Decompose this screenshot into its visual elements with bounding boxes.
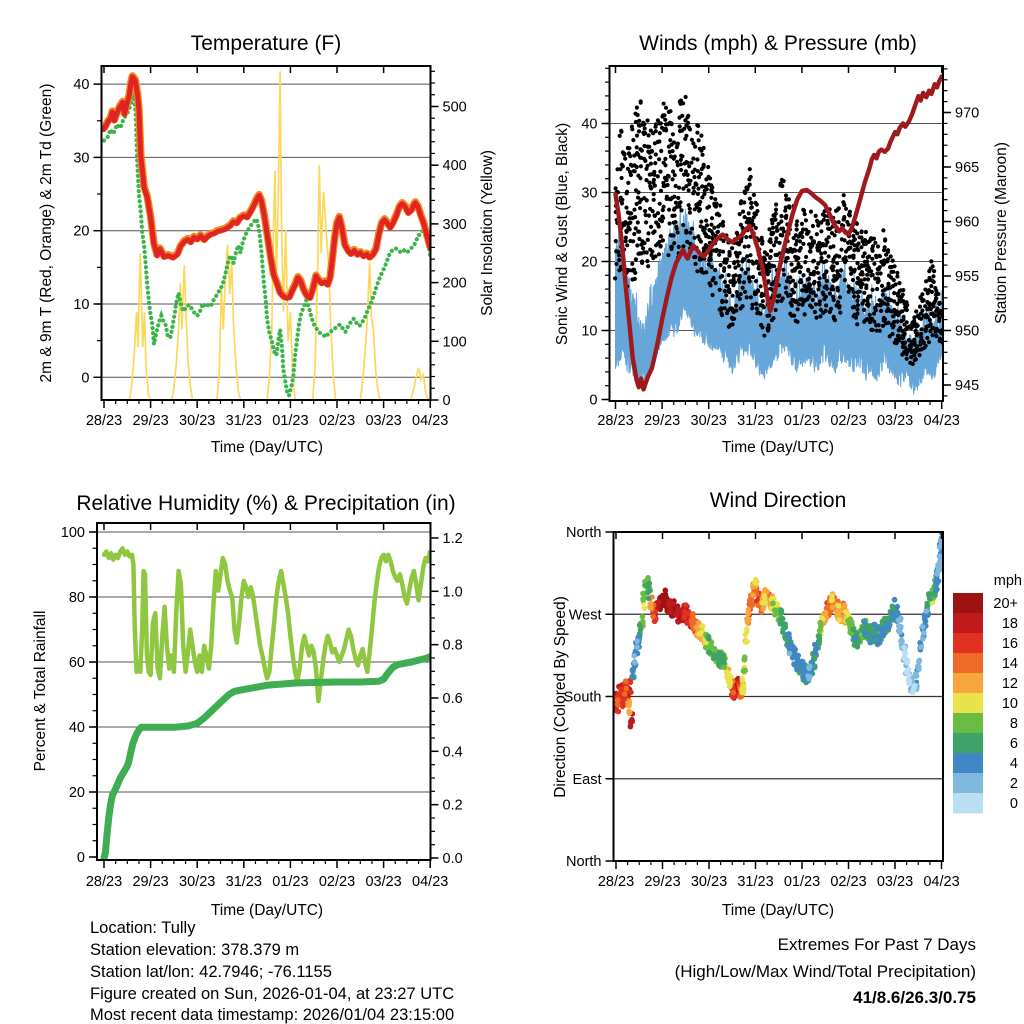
temperature-series [104, 71, 430, 400]
direction-tick-label: North [566, 854, 602, 870]
x-tick-label: 31/23 [225, 413, 262, 429]
total-rainfall-line [104, 657, 430, 858]
humidity-series [104, 548, 430, 858]
x-tick-label: 01/23 [272, 874, 309, 890]
colorbar-label: 8 [1009, 716, 1018, 732]
x-tick-label: 30/23 [179, 874, 216, 890]
y-tick-label: 0.4 [442, 744, 463, 761]
extremes-subheading: (High/Low/Max Wind/Total Precipitation) [674, 962, 976, 981]
y-tick-label: 40 [68, 720, 85, 736]
y-tick-label: 945 [955, 378, 980, 394]
y-tick-label: 30 [73, 150, 90, 167]
y-tick-label: 40 [73, 77, 90, 94]
y-tick-label: 0 [81, 370, 90, 387]
y-tick-label: 1.2 [442, 530, 463, 547]
x-tick-label: 30/23 [690, 874, 728, 890]
colorbar-band [953, 773, 983, 793]
colorbar-band [953, 713, 983, 733]
y-tick-label: 10 [73, 297, 90, 313]
x-tick-label: 29/23 [643, 413, 681, 429]
colorbar-bands [953, 593, 1018, 813]
humidity-precip-chart [32, 492, 463, 919]
y-tick-label: 0.8 [442, 637, 463, 654]
x-tick-label: 02/23 [318, 874, 356, 890]
humidity-plot-area [61, 523, 463, 890]
winds-plot-area [581, 66, 979, 429]
colorbar-band [953, 693, 983, 713]
y-tick-label: 0.2 [442, 797, 463, 814]
x-tick-label: 31/23 [737, 413, 774, 429]
temperature-xlabel: Time (Day/UTC) [210, 439, 324, 456]
y-tick-label: 100 [442, 334, 467, 351]
winds-pressure-chart [554, 32, 1010, 456]
winds-ylabel-right: Station Pressure (Maroon) [993, 142, 1010, 324]
y-tick-label: 965 [955, 160, 980, 176]
x-tick-label: 03/23 [876, 413, 914, 429]
extremes-values: 41/8.6/26.3/0.75 [853, 988, 976, 1007]
x-tick-label: 01/23 [783, 874, 821, 890]
y-tick-label: 0.6 [442, 690, 463, 707]
direction-series [613, 528, 944, 729]
y-tick-label: 40 [581, 116, 598, 133]
y-tick-label: 0.0 [442, 851, 463, 867]
winds-ylabel-left: Sonic Wind & Gust (Blue, Black) [554, 122, 571, 346]
station-elevation: Station elevation: 378.379 m [90, 941, 300, 959]
temperature-ylabel-left: 2m & 9m T (Red, Orange) & 2m Td (Green) [38, 83, 55, 383]
recent-data-timestamp: Most recent data timestamp: 2026/01/04 23:15:00 [90, 1006, 455, 1024]
colorbar-label: 18 [1001, 616, 1018, 632]
x-tick-label: 28/23 [85, 874, 123, 890]
colorbar-label: 2 [1009, 776, 1018, 792]
colorbar-band [953, 793, 983, 813]
y-tick-label: 500 [442, 99, 467, 116]
temperature-chart [38, 32, 496, 456]
direction-tick-label: East [572, 771, 602, 788]
x-tick-label: 29/23 [132, 413, 169, 429]
temp-9m-line [104, 76, 430, 297]
y-tick-label: 100 [60, 525, 85, 541]
direction-title: Wind Direction [709, 489, 847, 512]
x-tick-label: 01/23 [783, 413, 821, 429]
colorbar-label: 0 [1009, 796, 1018, 812]
x-tick-label: 29/23 [644, 874, 681, 890]
direction-xlabel: Time (Day/UTC) [721, 902, 835, 919]
x-tick-label: 31/23 [225, 874, 262, 890]
x-tick-label: 30/23 [179, 413, 216, 429]
y-tick-label: 20 [73, 223, 90, 240]
y-tick-label: 950 [955, 323, 980, 340]
x-tick-label: 31/23 [737, 874, 774, 890]
speed-colorbar [953, 573, 1022, 813]
solar-insolation-line [130, 71, 428, 400]
direction-tick-label: West [568, 607, 602, 624]
station-latlon: Station lat/lon: 42.7946; -76.1155 [90, 963, 332, 981]
colorbar-label: 4 [1009, 756, 1018, 772]
station-location: Location: Tully [90, 919, 196, 937]
temp-2m-line [104, 77, 430, 298]
humidity-ylabel-left: Percent & Total Rainfall [32, 610, 49, 772]
direction-tick-label: South [563, 689, 602, 706]
y-tick-label: 1.0 [442, 584, 463, 601]
extremes-info [675, 935, 976, 1007]
y-tick-label: 955 [955, 269, 980, 285]
colorbar-band [953, 753, 983, 773]
colorbar-label: 20+ [993, 596, 1018, 612]
humidity-xlabel: Time (Day/UTC) [210, 902, 324, 919]
x-tick-label: 02/23 [830, 874, 867, 890]
humidity-title: Relative Humidity (%) & Precipitation (in) [76, 492, 456, 515]
y-tick-label: 60 [68, 655, 85, 671]
colorbar-band [953, 613, 983, 633]
y-tick-label: 20 [68, 785, 85, 801]
y-tick-label: 30 [581, 185, 598, 202]
wind-direction-dots [631, 578, 942, 685]
colorbar-label: 12 [1001, 676, 1018, 692]
x-tick-label: 28/23 [597, 874, 635, 890]
temperature-title: Temperature (F) [190, 32, 342, 55]
x-tick-label: 29/23 [132, 874, 169, 890]
direction-tick-label: North [566, 525, 602, 541]
winds-title: Winds (mph) & Pressure (mb) [639, 32, 917, 55]
winds-series [613, 77, 945, 395]
colorbar-band [953, 593, 983, 613]
figure-created-timestamp: Figure created on Sun, 2026-01-04, at 23:27 UTC [90, 985, 455, 1003]
wind-direction-chart [552, 489, 1022, 919]
colorbar-label: 14 [1001, 656, 1018, 672]
colorbar-band [953, 733, 983, 753]
station-info [90, 919, 454, 1024]
colorbar-label: 16 [1001, 636, 1018, 652]
direction-plot-area [564, 525, 960, 890]
colorbar-band [953, 653, 983, 673]
y-tick-label: 0 [442, 393, 451, 409]
colorbar-band [953, 673, 983, 693]
x-tick-label: 28/23 [85, 413, 123, 429]
winds-xlabel: Time (Day/UTC) [721, 439, 835, 456]
colorbar-title: mph [993, 573, 1022, 589]
x-tick-label: 03/23 [365, 413, 402, 429]
y-tick-label: 10 [581, 323, 598, 340]
y-tick-label: 200 [442, 275, 467, 292]
x-tick-label: 03/23 [365, 874, 402, 890]
y-tick-label: 400 [442, 158, 467, 175]
x-tick-label: 04/23 [412, 874, 449, 890]
x-tick-label: 02/23 [318, 413, 356, 429]
x-tick-label: 02/23 [830, 413, 867, 429]
colorbar-band [953, 633, 983, 653]
y-tick-label: 970 [955, 105, 980, 122]
x-tick-label: 04/23 [412, 413, 449, 429]
x-tick-label: 30/23 [690, 413, 727, 429]
y-tick-label: 80 [68, 590, 85, 606]
x-tick-label: 04/23 [923, 874, 960, 890]
x-tick-label: 03/23 [876, 874, 914, 890]
y-tick-label: 20 [581, 254, 598, 271]
direction-ylabel-left: Direction (Colored By Speed) [552, 596, 569, 798]
x-tick-label: 04/23 [923, 413, 960, 429]
y-tick-label: 0 [76, 850, 85, 866]
y-tick-label: 300 [442, 216, 467, 233]
y-tick-label: 960 [955, 214, 980, 231]
x-tick-label: 01/23 [272, 413, 309, 429]
colorbar-label: 6 [1009, 736, 1018, 752]
temperature-plot-area [73, 66, 466, 429]
temperature-ylabel-right: Solar Insolation (Yellow) [479, 150, 496, 316]
colorbar-label: 10 [1001, 696, 1018, 712]
y-tick-label: 0 [589, 392, 598, 409]
extremes-heading: Extremes For Past 7 Days [777, 935, 976, 954]
x-tick-label: 28/23 [597, 413, 634, 429]
